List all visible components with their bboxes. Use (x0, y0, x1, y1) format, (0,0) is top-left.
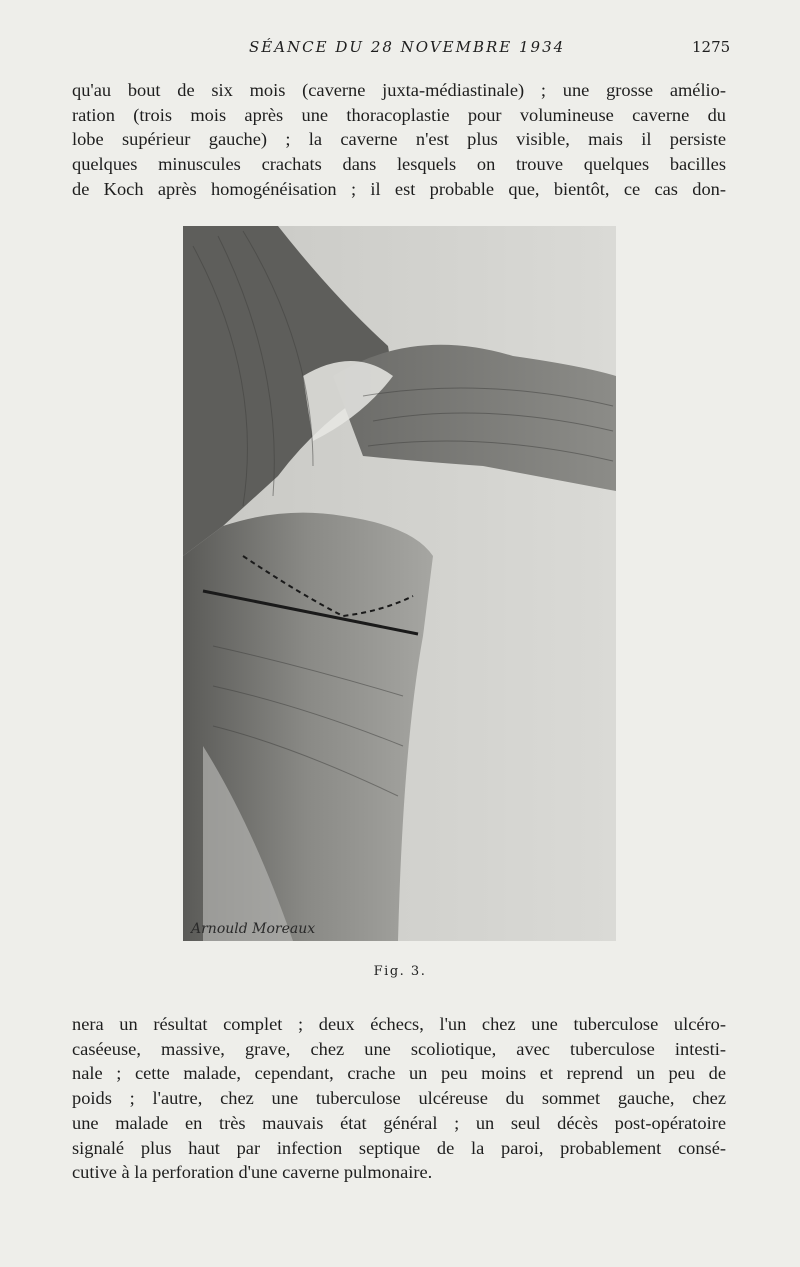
paragraph-bottom (72, 1012, 726, 1185)
text-line: cutive à la perforation d'une caverne pulmonaire. (72, 1162, 433, 1183)
text-line: une malade en très mauvais état général ; un seul décès post-opératoire (72, 1112, 726, 1133)
artist-signature: Arnould Moreaux (191, 921, 316, 937)
text-line: lobe supérieur gauche) ; la caverne n'est plus visible, mais il persiste (72, 129, 726, 150)
text-line: qu'au bout de six mois (caverne juxta-médiastinale) ; une grosse amélio- (72, 80, 726, 100)
paragraph-top (72, 78, 726, 202)
muscle-drawing (183, 226, 616, 941)
page-number: 1275 (692, 38, 731, 56)
text-line: signalé plus haut par infection septique de la paroi, probablement consé- (72, 1137, 726, 1158)
text-line: de Koch après homogénéisation ; il est probable que, bientôt, ce cas don- (72, 178, 726, 199)
text-line: nale ; cette malade, cependant, crache un peu moins et reprend un peu de (72, 1063, 726, 1084)
page-header (0, 38, 800, 58)
running-title: SÉANCE DU 28 NOVEMBRE 1934 (249, 38, 566, 56)
text-line: nera un résultat complet ; deux échecs, l'un chez une tuberculose ulcéro- (72, 1014, 726, 1034)
anatomical-illustration (183, 226, 616, 941)
figure-caption: Fig. 3. (373, 964, 427, 979)
text-line: quelques minuscules crachats dans lesquels on trouve quelques bacilles (72, 154, 726, 175)
text-line: caséeuse, massive, grave, chez une scoliotique, avec tuberculose intesti- (72, 1038, 726, 1059)
text-line: poids ; l'autre, chez une tuberculose ulcéreuse du sommet gauche, chez (72, 1088, 726, 1109)
text-line: ration (trois mois après une thoracoplastie pour volumineuse caverne du (72, 104, 726, 125)
